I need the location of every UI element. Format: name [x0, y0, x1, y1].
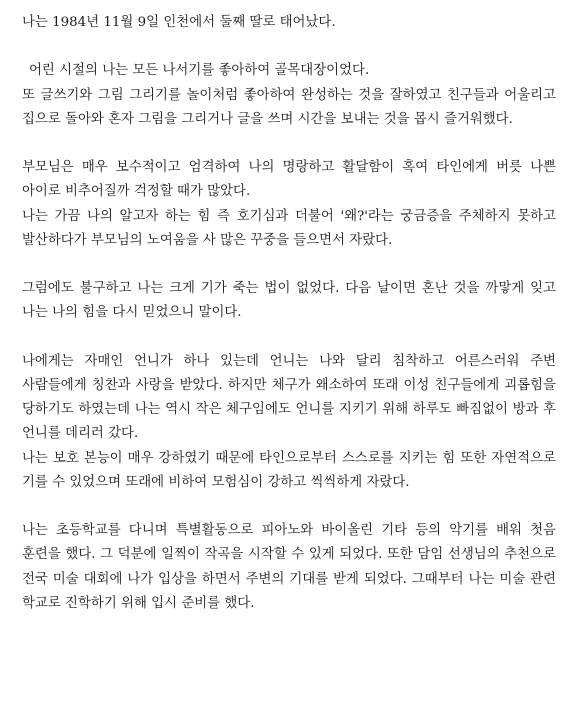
paragraph-curiosity: 나는 가끔 나의 알고자 하는 힘 즉 호기심과 더불어 '왜?'라는 궁금증을 주체하지 못하고 발산하다가 부모님의 노여움을 사 많은 꾸중을 들으면서 자랐다.: [22, 208, 556, 248]
paragraph-gap: [22, 132, 556, 156]
paragraph-sister: 나에게는 자매인 언니가 하나 있는데 언니는 나와 달리 침착하고 어른스러워 주변 사람들에게 칭찬과 사랑을 받았다. 하지만 체구가 왜소하여 또래 이성 친구들에게 괴롭힘을 당하기도 하였는데 나는 역시 작은 체구임에도 언니를 지키기 위해 하루도 빠짐없이 방과 후 언니를 데리러 갔다.: [22, 353, 556, 442]
paragraph-resilience: 그럼에도 불구하고 나는 크게 기가 죽는 법이 없었다. 다음 날이면 혼난 것을 까맣게 잊고 나는 나의 힘을 다시 믿었으니 말이다.: [22, 281, 556, 321]
paragraph-gap: [22, 253, 556, 277]
paragraph-school: 나는 초등학교를 다니며 특별활동으로 피아노와 바이올린 기타 등의 악기를 배워 첫음 훈련을 했다. 그 덕분에 일찍이 작곡을 시작할 수 있게 되었다. 또한 담임 선생님의 추천으로 전국 미술 대회에 나가 입상을 하면서 주변의 기대를 받게 되었다. 그때부터 나는 미술 관련 학교로 진학하기 위해 입시 준비를 했다.: [22, 523, 556, 611]
paragraph-birth: 나는 1984년 11월 9일 인천에서 둘째 딸로 태어났다.: [22, 15, 336, 30]
paragraph-hobbies: 또 글쓰기와 그림 그리기를 놀이처럼 좋아하여 완성하는 것을 잘하였고 친구들과 어울리고 집으로 돌아와 혼자 그림을 그리거나 글을 쓰며 시간을 보내는 것을 몹시 즐거워했다.: [22, 87, 556, 127]
paragraph-childhood: 어린 시절의 나는 모든 나서기를 좋아하여 골목대장이었다.: [29, 63, 370, 79]
paragraph-protective-instinct: 나는 보호 본능이 매우 강하였기 때문에 타인으로부터 스스로를 지키는 힘 또한 자연적으로 기를 수 있었으며 또래에 비하여 모험심이 강하고 씩씩하게 자랐다.: [22, 450, 556, 490]
paragraph-gap: [22, 326, 556, 350]
paragraph-parents: 부모님은 매우 보수적이고 엄격하여 나의 명랑하고 활달함이 혹여 타인에게 버릇 나쁜 아이로 비추어질까 걱정할 때가 많았다.: [22, 160, 556, 200]
paragraph-gap: [22, 495, 556, 519]
paragraph-gap: [22, 35, 556, 59]
